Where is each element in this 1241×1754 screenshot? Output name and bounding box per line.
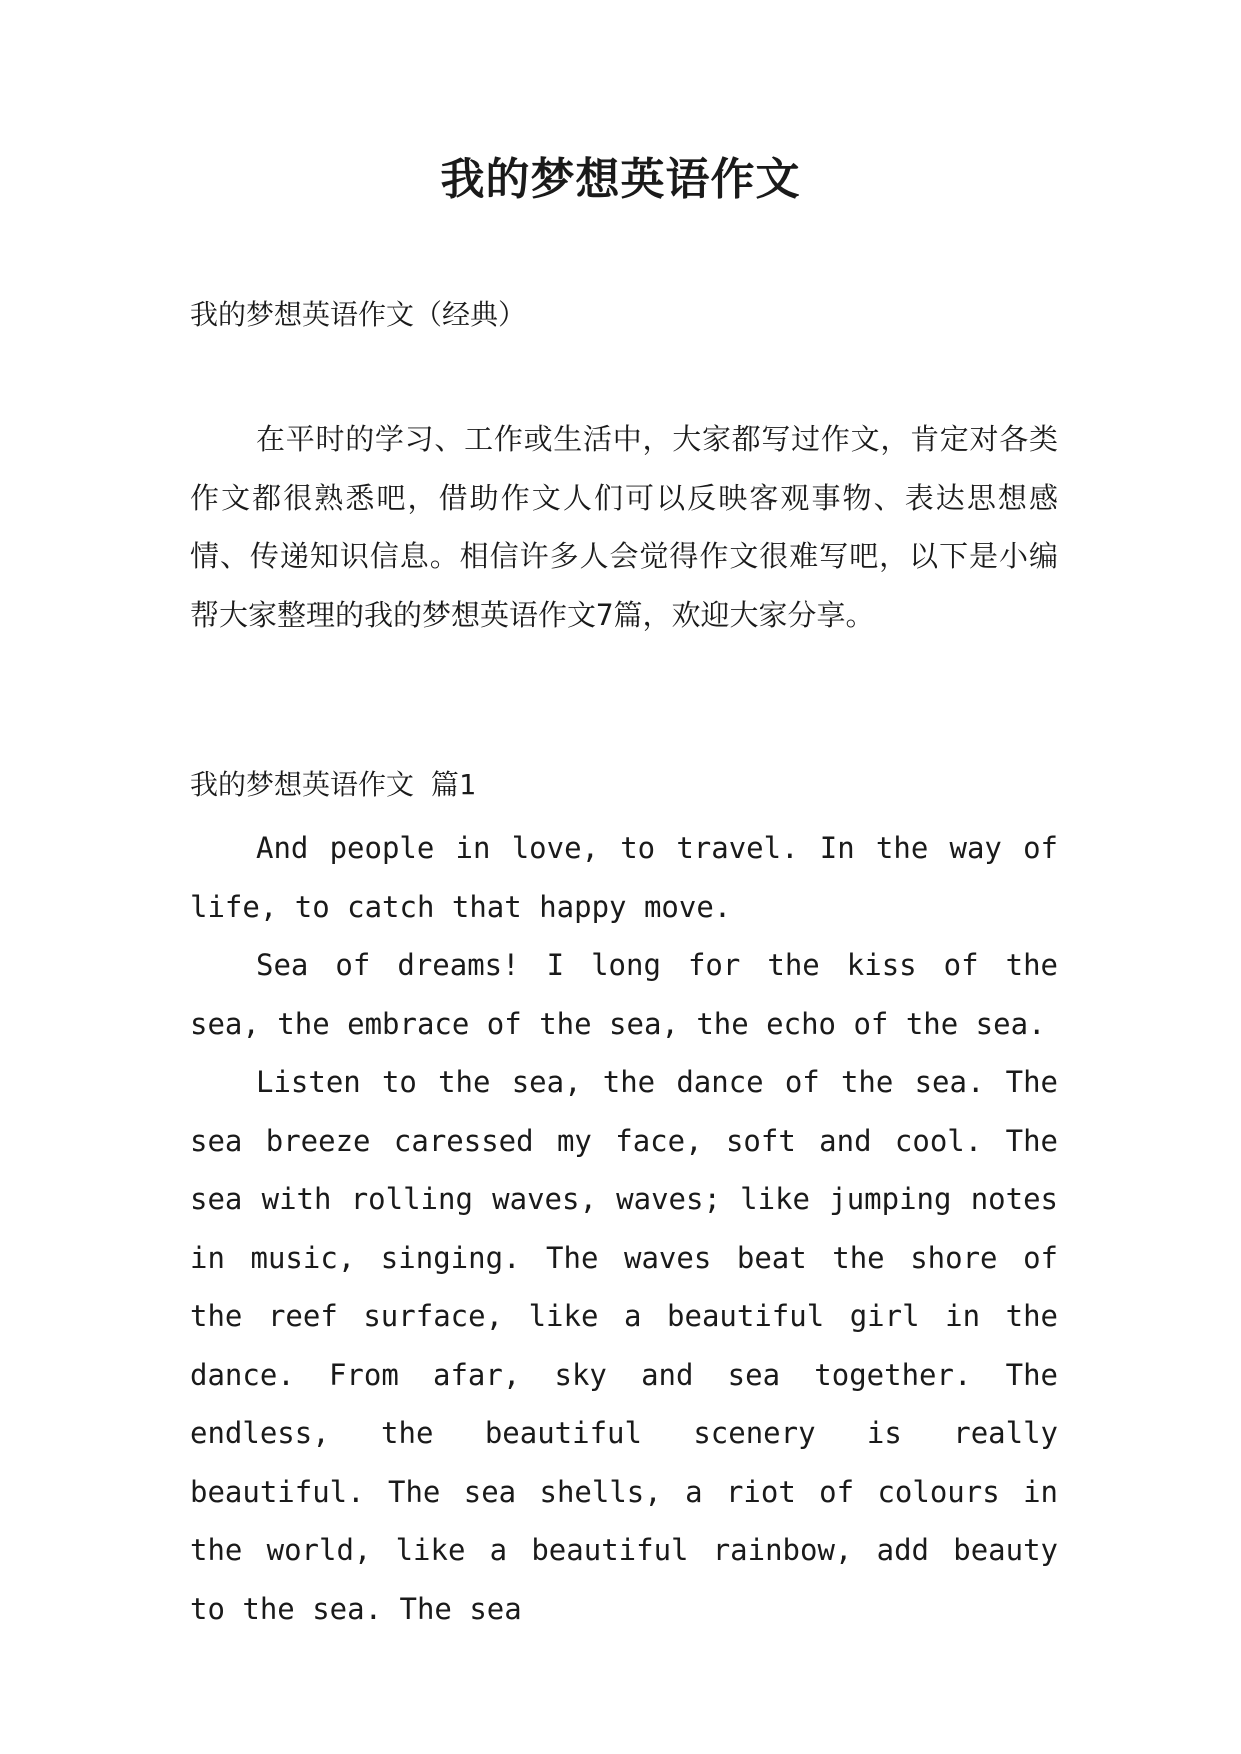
intro-paragraph: 在平时的学习、工作或生活中，大家都写过作文，肯定对各类作文都很熟悉吧，借助作文人们可以反映客观事物、表达思想感情、传递知识信息。相信许多人会觉得作文很难写吧，以下是小编帮大家整理的我的梦想英语作文7篇，欢迎大家分享。 xyxy=(190,422,1058,632)
document-title: 我的梦想英语作文 xyxy=(440,154,801,205)
section-heading: 我的梦想英语作文 篇1 xyxy=(190,768,476,801)
essay-paragraph: Sea of dreams! I long for the kiss of the sea, the embrace of the sea, the echo of the sea. xyxy=(190,948,1058,1041)
essay-body xyxy=(190,819,1058,1638)
essay-paragraph: Listen to the sea, the dance of the sea. The sea breeze caressed my face, soft and cool. The sea with rolling waves, waves; like jumping notes in music, singing. The waves beat the shore of the reef surface, like a beautiful girl in the dance. From afar, sky and sea together. The endless, the beautiful scenery is really beautiful. The sea shells, a riot of colours in the world, like a beautiful rainbow, add beauty to the sea. The sea xyxy=(190,1065,1058,1626)
document-subtitle: 我的梦想英语作文（经典） xyxy=(190,298,527,331)
essay-paragraph: And people in love, to travel. In the way of life, to catch that happy move. xyxy=(190,831,1058,924)
